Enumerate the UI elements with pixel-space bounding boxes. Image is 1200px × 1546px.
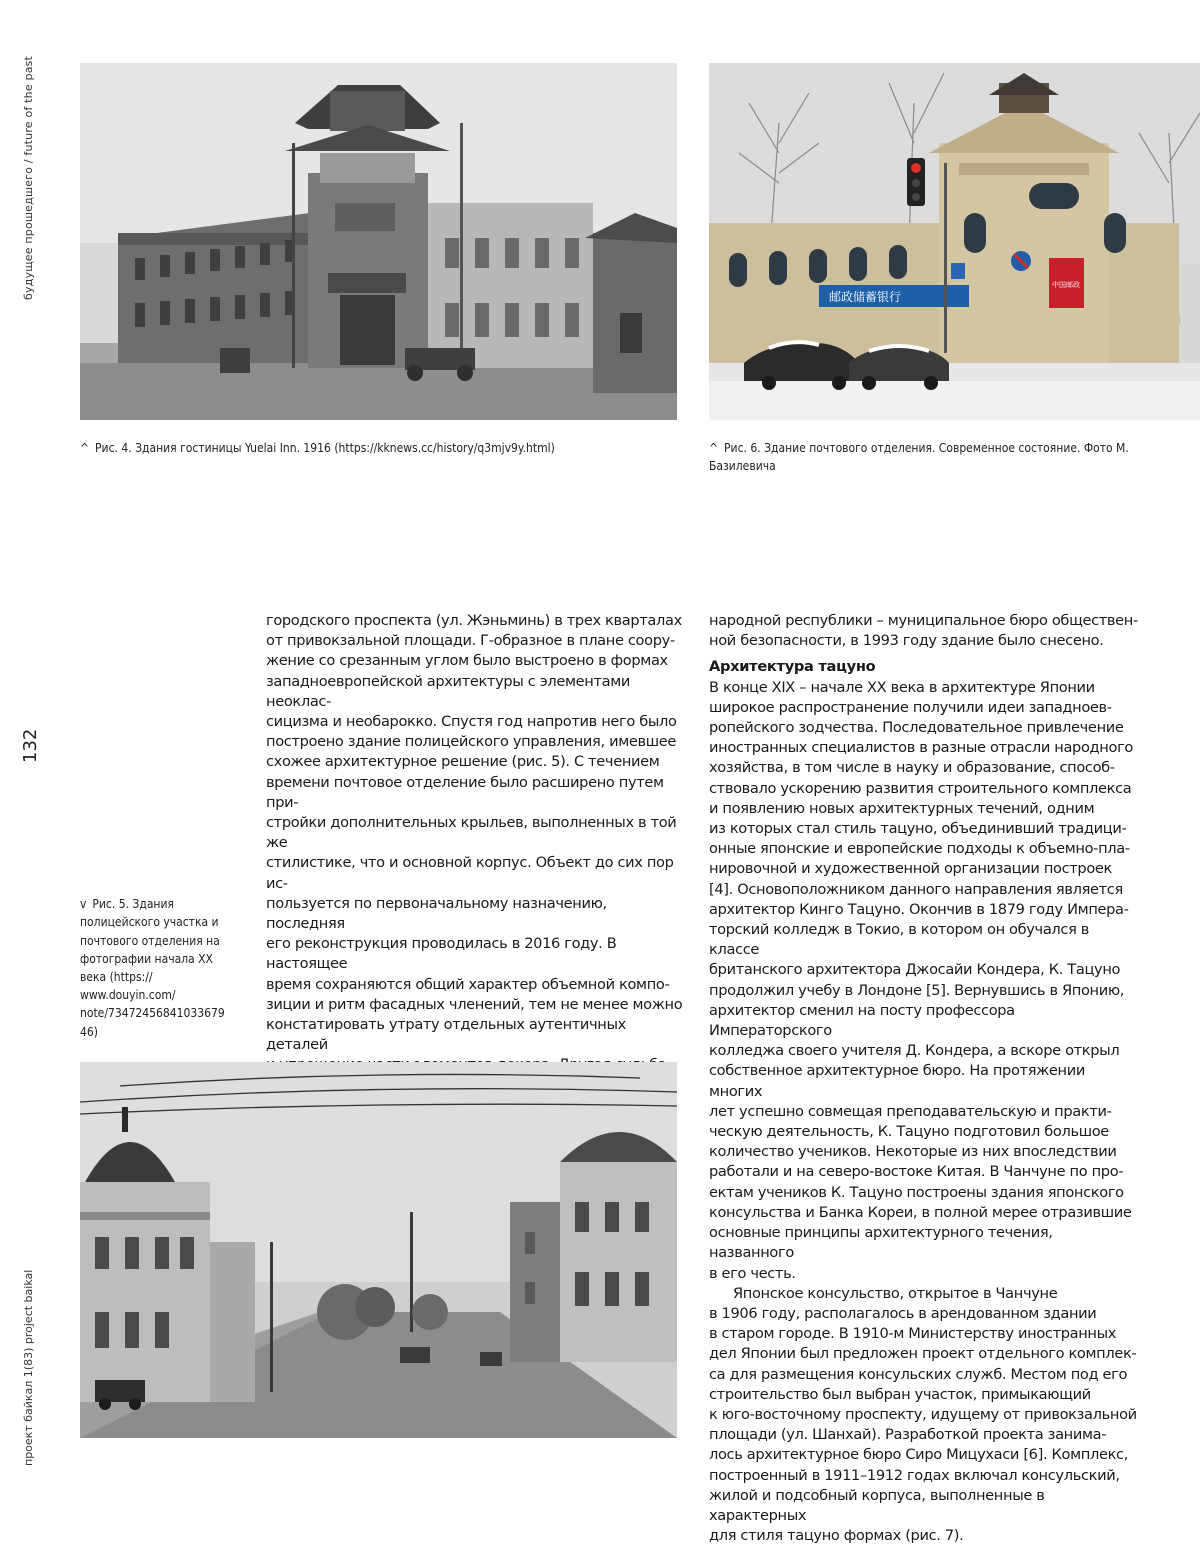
section-heading: Архитектура тацуно (709, 658, 876, 676)
figure-4-caption-text: Рис. 4. Здания гостиницы Yuelai Inn. 1916 (https://kknews.cc/history/q3mjv9y.html) (95, 441, 555, 455)
journal-line: проект байкал 1(83) project baikal (22, 1269, 35, 1466)
figure-6-photo (709, 63, 1200, 420)
middle-paragraph-1: городского проспекта (ул. Жэньминь) в трех кварталах от привокзальной площади. Г-образное в плане соору- жение со срезанным углом было выстроено в формах западноевропейской архитектуры с элементами неоклас- сицизма и необарокко. Спустя год напротив него было построено здание полицейского управления, имевшее схожее архитектурное решение (рис. 5). С течением времени почтовое отделение было расширено путем при- стройки дополнительных крыльев, выполненных в той же стилистике, что и основной корпус. Объект до сих пор ис- пользуется по первоначальному назначению, последняя его реконструкция проводилась в 2016 году. В настоящее время сохраняются общий характер объемной компо- зиции и ритм фасадных членений, тем не менее можно констатировать утрату отдельных аутентичных деталей (266, 612, 683, 1054)
right-column (709, 611, 1139, 1546)
figure-5-marker: v (80, 897, 87, 912)
figure-4-caption (80, 439, 677, 457)
figure-6-marker: ^ (709, 441, 719, 455)
figure-5-caption (80, 877, 240, 1041)
running-head: будущее прошедшего / future of the past (22, 55, 35, 300)
figure-6-caption-text: Рис. 6. Здание почтового отделения. Современное состояние. Фото М. Базилевича (709, 441, 1129, 473)
figure-4-photo (80, 63, 677, 420)
post-sign-text: 邮政储蓄银行 (829, 290, 902, 304)
right-paragraph-1: народной республики – муниципальное бюро обществен- ной безопасности, в 1993 году здание было снесено. (709, 612, 1138, 650)
figure-4-marker: ^ (80, 441, 90, 455)
right-paragraph-2: В конце XIX – начале XX века в архитектуре Японии широкое распространение получили идеи западноев- ропейского зодчества. Последовательное привлечение иностранных специалистов в разные отрасли народного хозяйства, в том числе в науку и образование, способ- ствовало ускорению развития строительного комплекса и появлению новых архитектурных течений, одним из которых стал стиль тацуно, объединивший традици- онные японские и европейские подходы к объемно-пла- нировочной и художественной организации построек [4]. Основоположником данного направления является архитектор Кинго Тацуно. Окончив в 1879 году Импера- торский колледж в Токио, в котором он обучался в классе британского архитектора Джосайи Кондера, К. Тацуно продолжил учебу в Лондоне [5]. Вернувшись в Японию, архитектор сменил на посту профессора Императорского колледжа своего учителя Д. Кондера, а вскоре открыл собственное архитектурное бюро. На протяжении многих лет успешно совмещая преподавательскую и практи- ческую деятельность, К. Тацуно подготовил большое количество учеников. Некоторые из них впоследствии работали и на северо-востоке Китая. В Чанчуне по про- ектам учеников К. Тацуно построены здания японского консульства и Банка Кореи, в полной мерее отразившие основные принципы архитектурного течения, названного в его честь. (709, 678, 1133, 1282)
figure-6-caption (709, 439, 1129, 475)
post-logo-text: 中国邮政 (1052, 281, 1080, 289)
page-number: 132 (20, 728, 41, 764)
right-paragraph-3: Японское консульство, открытое в Чанчуне в 1906 году, располагалось в арендованном здании в старом городе. В 1910-м Министерству иностранных дел Японии был предложен проект отдельного комплек- са для размещения консульских служб. Местом под его строительство был выбран участок, примыкающий к юго-восточному проспекту, идущему от привокзальной площади (ул. Шанхай). Разработкой проекта занима- лось архитектурное бюро Сиро Мицухаси [6]. Комплекс, построенный в 1911–1912 годах включал консульский, жилой и подсобный корпуса, выполненные в характерных для стиля тацуно формах (рис. 7). (709, 1284, 1137, 1545)
figure-5-caption-text: Рис. 5. Здания полицейского участка и почтового отделения на фотографии начала XX века (https:// www.douyin.com/ note/73472456841033679 46) (80, 897, 225, 1039)
figure-5-photo (80, 1062, 677, 1438)
